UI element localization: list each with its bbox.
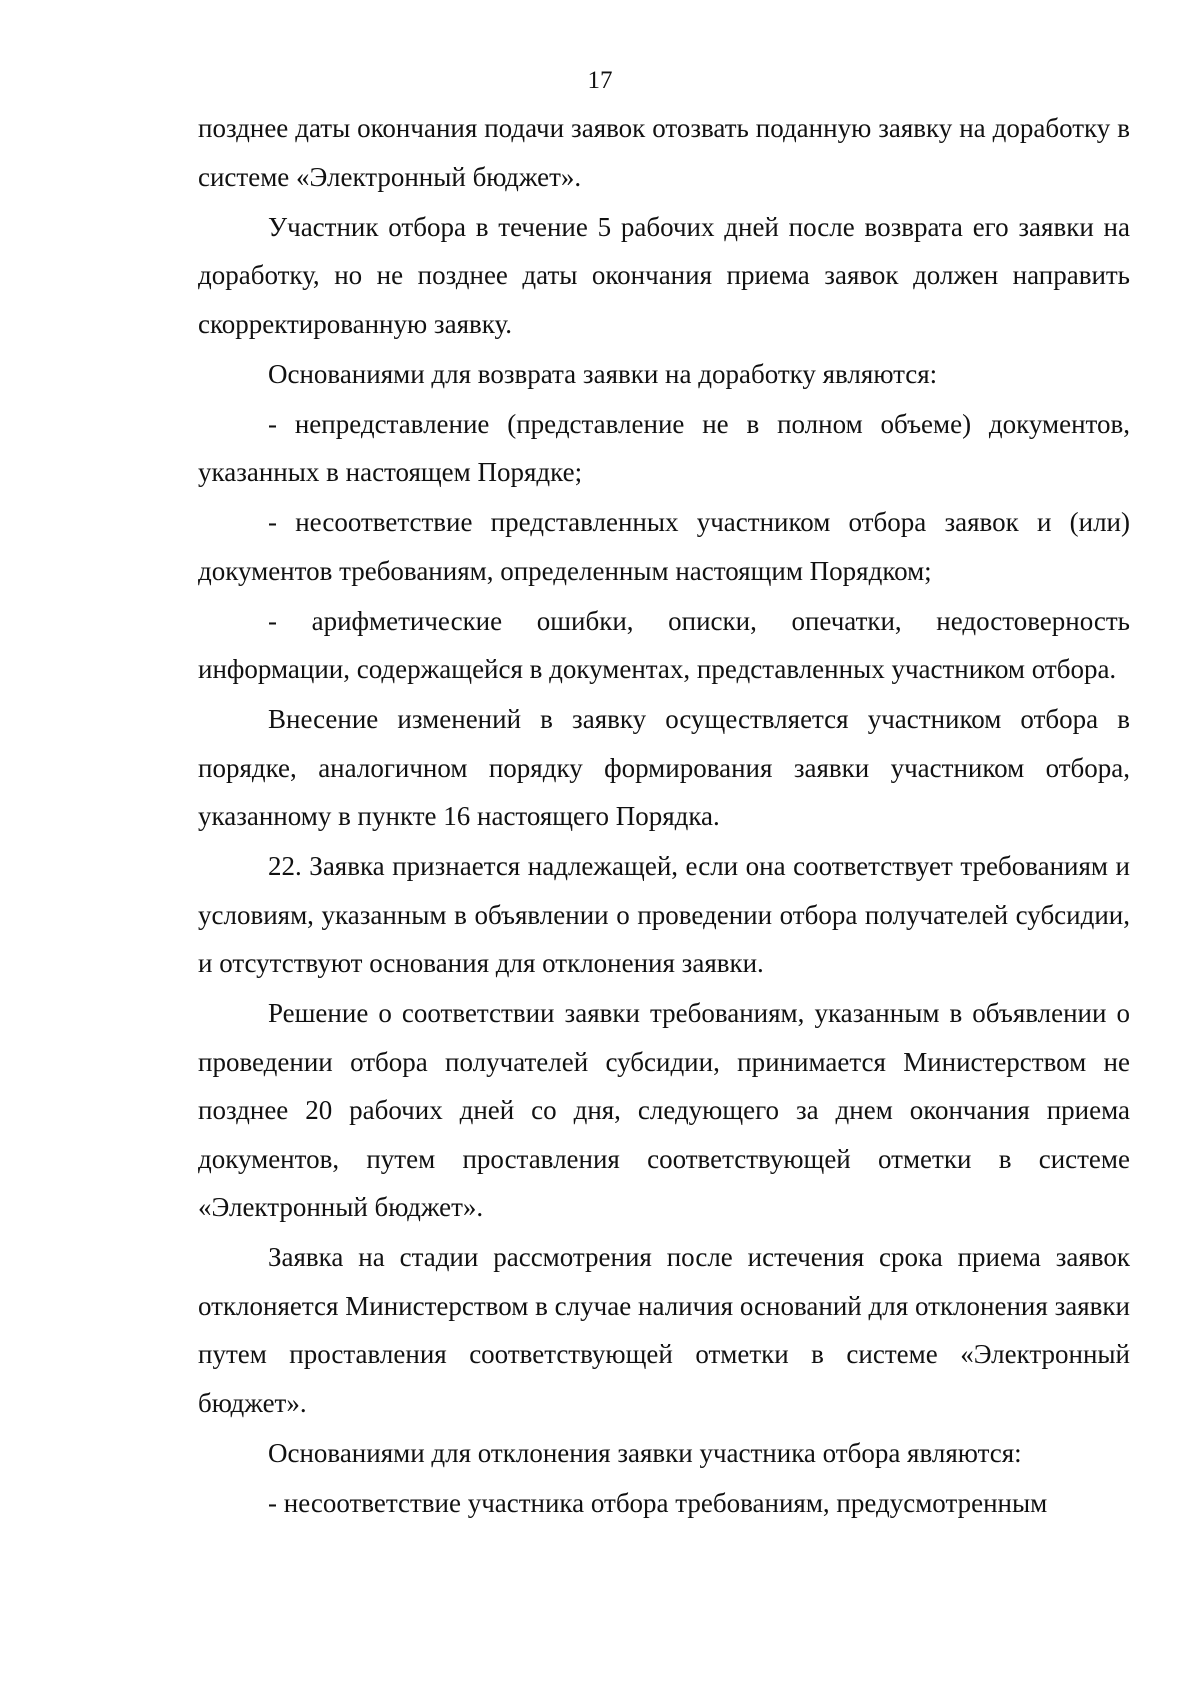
paragraph-clause-22: 22. Заявка признается надлежащей, если она соответствует требованиям и условиям, указанным в объявлении о проведении отбора получателей субсидии, и отсутствуют основания для отклонения заявки. — [198, 851, 1130, 978]
paragraph-rejection: Заявка на стадии рассмотрения после истечения срока приема заявок отклоняется Министерством в случае наличия оснований для отклонения заявки путем проставления соответствующей отметки в системе «Электронный бюджет». — [198, 1242, 1130, 1418]
list-item-participant-nonconformity: - несоответствие участника отбора требованиям, предусмотренным — [268, 1487, 1048, 1518]
page-number: 17 — [587, 67, 613, 94]
list-item-errors: - арифметические ошибки, описки, опечатки, недостоверность информации, содержащейся в документах, представленных участником отбора. — [198, 605, 1130, 684]
paragraph-return-grounds-heading: Основаниями для возврата заявки на доработку являются: — [268, 358, 938, 389]
list-item-missing-documents: - непредставление (представление не в полном объеме) документов, указанных в настоящем Порядке; — [198, 408, 1130, 487]
paragraph-resubmission: Участник отбора в течение 5 рабочих дней после возврата его заявки на доработку, но не позднее даты окончания приема заявок должен направить скорректированную заявку. — [198, 211, 1130, 339]
list-item-nonconformity: - несоответствие представленных участником отбора заявок и (или) документов требованиям, определенным настоящим Порядком; — [198, 507, 1130, 586]
paragraph-changes: Внесение изменений в заявку осуществляется участником отбора в порядке, аналогичном порядку формирования заявки участником отбора, указанному в пункте 16 настоящего Порядка. — [198, 704, 1130, 831]
paragraph-decision: Решение о соответствии заявки требованиям, указанным в объявлении о проведении отбора получателей субсидии, принимается Министерством не позднее 20 рабочих дней со дня, следующего за днем окончания приема документов, путем проставления соответствующей отметки в системе «Электронный бюджет». — [198, 998, 1130, 1222]
paragraph-continuation: позднее даты окончания подачи заявок отозвать поданную заявку на доработку в системе «Электронный бюджет». — [198, 113, 1130, 192]
paragraph-rejection-grounds-heading: Основаниями для отклонения заявки участника отбора являются: — [268, 1437, 1022, 1468]
document-body — [198, 104, 1130, 1529]
